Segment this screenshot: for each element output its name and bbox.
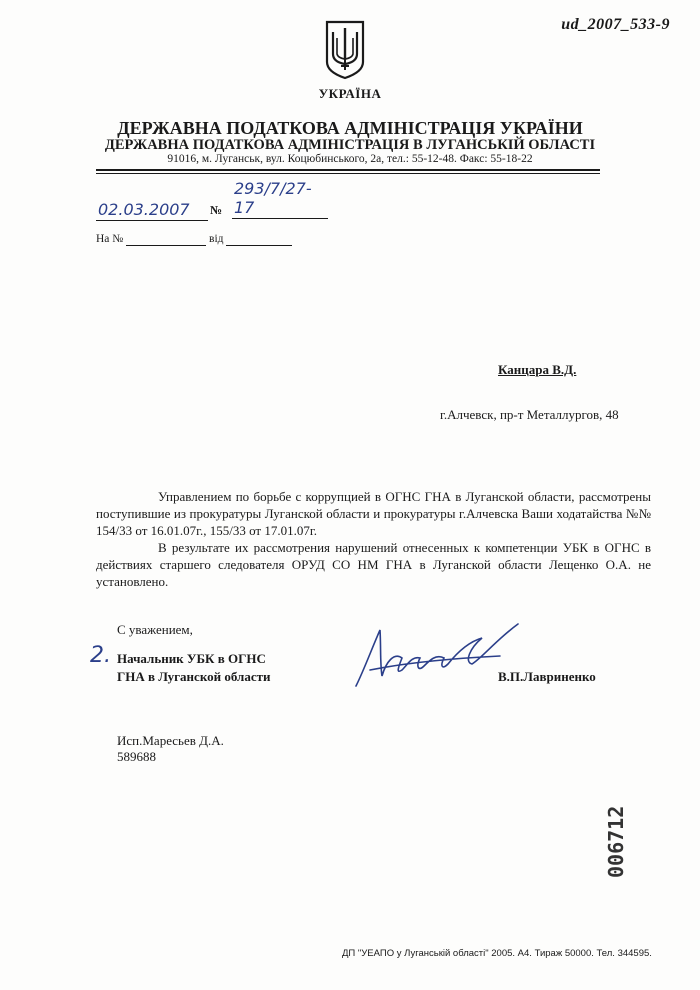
organization-subtitle: ДЕРЖАВНА ПОДАТКОВА АДМІНІСТРАЦІЯ В ЛУГАНСЬКІЙ ОБЛАСТІ — [104, 137, 596, 153]
document-id: ud_2007_533-9 — [561, 16, 670, 33]
organization-title: ДЕРЖАВНА ПОДАТКОВА АДМІНІСТРАЦІЯ УКРАЇНИ — [117, 118, 583, 138]
letterhead-rule — [96, 169, 600, 171]
reference-number-blank — [126, 233, 206, 246]
addressee-name: Канцара В.Д. — [498, 362, 577, 377]
outgoing-number-field — [232, 179, 328, 219]
letter-body — [96, 488, 651, 590]
executor-name: Исп.Маресьев Д.А. — [117, 733, 224, 748]
handwritten-mark: 2. — [90, 643, 111, 668]
outgoing-number: 293/7/27-17 — [234, 179, 312, 217]
reference-from-label: від — [209, 233, 224, 245]
trident-emblem-icon — [324, 20, 366, 80]
reference-label: На № — [96, 233, 124, 245]
addressee-address: г.Алчевск, пр-т Металлургов, 48 — [440, 407, 619, 422]
organization-address: 91016, м. Луганськ, вул. Коцюбинського, 2а, тел.: 55-12-48. Факс: 55-18-22 — [167, 153, 533, 165]
closing-phrase: С уважением, — [117, 622, 193, 637]
reference-line — [96, 233, 292, 246]
reference-date-blank — [226, 233, 292, 246]
serial-number: 006712 — [604, 805, 628, 878]
executor-phone: 589688 — [117, 749, 156, 764]
signer-position-line1: Начальник УБК в ОГНС — [117, 651, 266, 666]
body-paragraph-1: Управлением по борьбе с коррупцией в ОГНС ГНА в Луганской области, рассмотрены поступившие из прокуратуры Луганской области и прокуратуры г.Алчевска Ваши ходатайства №№ 154/33 от 16.01.07г., 155/33 от 17.01.07г. — [96, 489, 651, 538]
signer-position-line2: ГНА в Луганской области — [117, 669, 271, 684]
signer-name: В.П.Лавриненко — [498, 669, 596, 684]
outgoing-date: 02.03.2007 — [98, 200, 190, 219]
outgoing-date-field — [96, 198, 208, 221]
letterhead-rule-thin — [96, 173, 600, 174]
body-paragraph-2: В результате их рассмотрения нарушений отнесенных к компетенции УБК в ОГНС в действиях старшего следователя ОРУД СО НМ ГНА в Луганской области Лещенко О.А. не установлено. — [96, 540, 651, 589]
country-name: УКРАЇНА — [318, 86, 382, 101]
outgoing-number-label: № — [210, 203, 223, 217]
printer-imprint: ДП "УЕАПО у Луганській області" 2005. А4. Тираж 50000. Тел. 344595. — [342, 948, 652, 959]
